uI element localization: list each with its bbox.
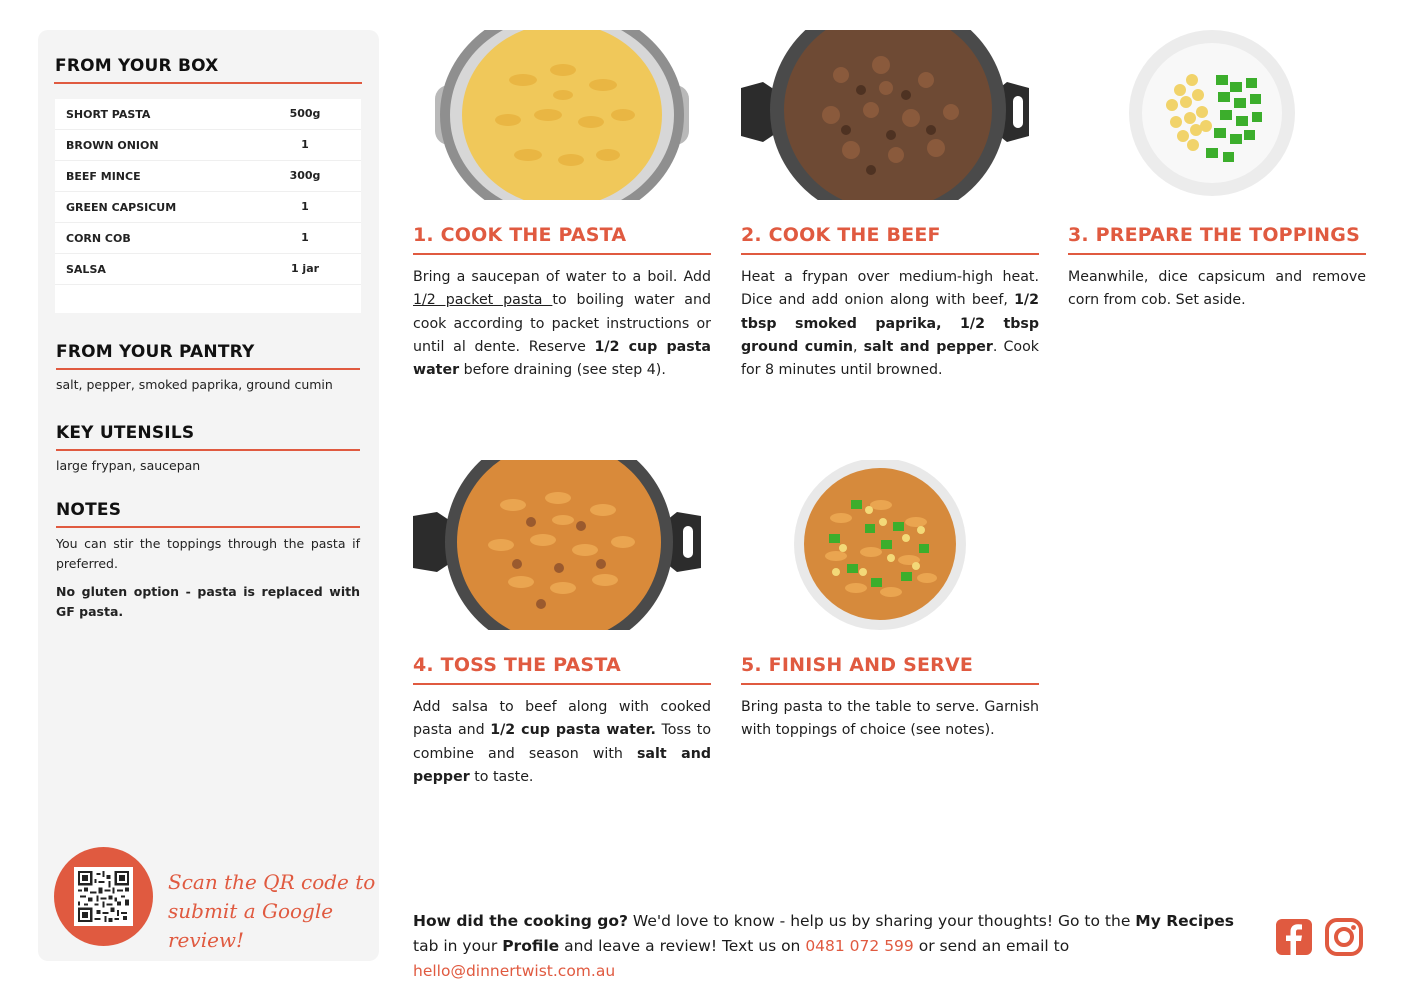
- step-title: 5. FINISH AND SERVE: [741, 654, 974, 676]
- heading-divider: [56, 526, 360, 528]
- text-segment: Heat a frypan over medium-high heat. Dice and add onion along with beef,: [741, 269, 1039, 309]
- step-title: 1. COOK THE PASTA: [413, 224, 627, 246]
- text-segment: 1/2 cup pasta water: [413, 338, 711, 379]
- text-segment: and leave a review! Text us on: [559, 937, 806, 955]
- text-segment: Profile: [502, 937, 560, 955]
- heading-divider: [56, 368, 360, 370]
- text-segment: Meanwhile, dice capsicum and remove corn from cob. Set aside.: [1068, 269, 1366, 309]
- from-your-pantry-heading: FROM YOUR PANTRY: [56, 342, 255, 362]
- review-prompt: [413, 909, 1263, 984]
- from-your-box-heading: FROM YOUR BOX: [55, 56, 219, 76]
- text-segment: to taste.: [469, 768, 534, 785]
- step-instructions: [741, 696, 1039, 743]
- step-title: 4. TOSS THE PASTA: [413, 654, 621, 676]
- qr-code-badge[interactable]: [54, 847, 153, 946]
- table-row: [55, 99, 361, 130]
- text-segment: Toss to combine and season with: [413, 722, 712, 762]
- step-title: 3. PREPARE THE TOPPINGS: [1068, 224, 1360, 246]
- ingredient-name: SHORT PASTA: [66, 108, 151, 121]
- text-segment: before draining (see step 4).: [459, 362, 666, 379]
- table-row: [55, 223, 361, 254]
- text-segment: We'd love to know - help us by sharing your thoughts! Go to the: [627, 912, 1136, 930]
- text-segment: My Recipes: [1135, 912, 1234, 930]
- ingredient-name: GREEN CAPSICUM: [66, 201, 177, 214]
- pasta-in-pot-photo: [413, 30, 711, 200]
- step-divider: [1068, 253, 1366, 255]
- text-segment: salt and pepper: [863, 338, 993, 355]
- qr-code-icon: [74, 867, 133, 926]
- heading-divider: [56, 449, 360, 451]
- heading-divider: [54, 82, 362, 84]
- ingredient-quantity: 300g: [289, 169, 321, 182]
- step-instructions: [413, 266, 711, 382]
- step-instructions: [1068, 266, 1366, 313]
- text-segment: Add salsa to beef along with cooked pasta and: [413, 699, 711, 739]
- text-segment[interactable]: 0481 072 599: [805, 937, 914, 955]
- served-pasta-bowl-photo: [741, 460, 1039, 630]
- text-segment: 1/2 tbsp smoked paprika, 1/2 tbsp ground cumin: [741, 292, 1039, 355]
- qr-caption-line: submit a Google review!: [168, 899, 334, 952]
- table-row: [55, 161, 361, 192]
- corn-and-capsicum-plate-photo: [1068, 30, 1366, 200]
- text-segment: tab in your: [413, 937, 503, 955]
- text-segment: Bring a saucepan of water to a boil. Add: [413, 269, 711, 285]
- table-row: [55, 254, 361, 285]
- text-segment: salt and pepper: [413, 745, 711, 785]
- pantry-text: salt, pepper, smoked paprika, ground cumin: [56, 377, 333, 392]
- qr-caption-line: Scan the QR code to: [168, 870, 376, 894]
- notes-text: You can stir the toppings through the pasta if preferred.: [56, 536, 360, 571]
- ingredient-quantity: 1: [301, 200, 309, 213]
- text-segment: or send an email to: [913, 937, 1070, 955]
- instagram-icon[interactable]: [1325, 918, 1363, 956]
- ingredient-name: CORN COB: [66, 232, 131, 245]
- text-segment: . Cook for 8 minutes until browned.: [741, 338, 1039, 379]
- text-segment: How did the cooking go?: [413, 912, 628, 930]
- gluten-free-note: No gluten option - pasta is replaced with GF pasta.: [56, 584, 360, 619]
- ingredient-quantity: 1 jar: [290, 262, 320, 275]
- beef-in-frypan-photo: [741, 30, 1039, 200]
- step-title: 2. COOK THE BEEF: [741, 224, 941, 246]
- facebook-icon[interactable]: [1275, 918, 1313, 956]
- ingredient-quantity: 1: [301, 231, 309, 244]
- ingredient-name: BROWN ONION: [66, 139, 159, 152]
- table-row: [55, 130, 361, 161]
- step-divider: [413, 253, 711, 255]
- ingredient-quantity: 500g: [289, 107, 321, 120]
- step-divider: [741, 683, 1039, 685]
- ingredient-name: BEEF MINCE: [66, 170, 141, 183]
- utensils-text: large frypan, saucepan: [56, 458, 201, 473]
- step-divider: [741, 253, 1039, 255]
- ingredients-table: [55, 99, 361, 313]
- text-segment: ,: [853, 338, 864, 355]
- step-instructions: [413, 696, 711, 789]
- step-divider: [413, 683, 711, 685]
- key-utensils-heading: KEY UTENSILS: [56, 423, 195, 443]
- notes-heading: NOTES: [56, 500, 122, 520]
- text-segment: Bring pasta to the table to serve. Garnish with toppings of choice (see notes).: [741, 699, 1039, 739]
- qr-caption: [168, 868, 379, 955]
- text-segment: to boiling water and cook according to packet instructions or until al dente. Reserve: [413, 292, 711, 355]
- ingredient-quantity: 1: [301, 138, 309, 151]
- text-segment: 1/2 packet pasta: [413, 292, 553, 309]
- text-segment: 1/2 cup pasta water.: [490, 722, 656, 739]
- table-row: [55, 192, 361, 223]
- sidebar-panel: [38, 30, 379, 961]
- text-segment[interactable]: hello@dinnertwist.com.au: [413, 962, 616, 980]
- ingredient-name: SALSA: [66, 263, 106, 276]
- step-instructions: [741, 266, 1039, 382]
- pasta-tossed-in-frypan-photo: [413, 460, 711, 630]
